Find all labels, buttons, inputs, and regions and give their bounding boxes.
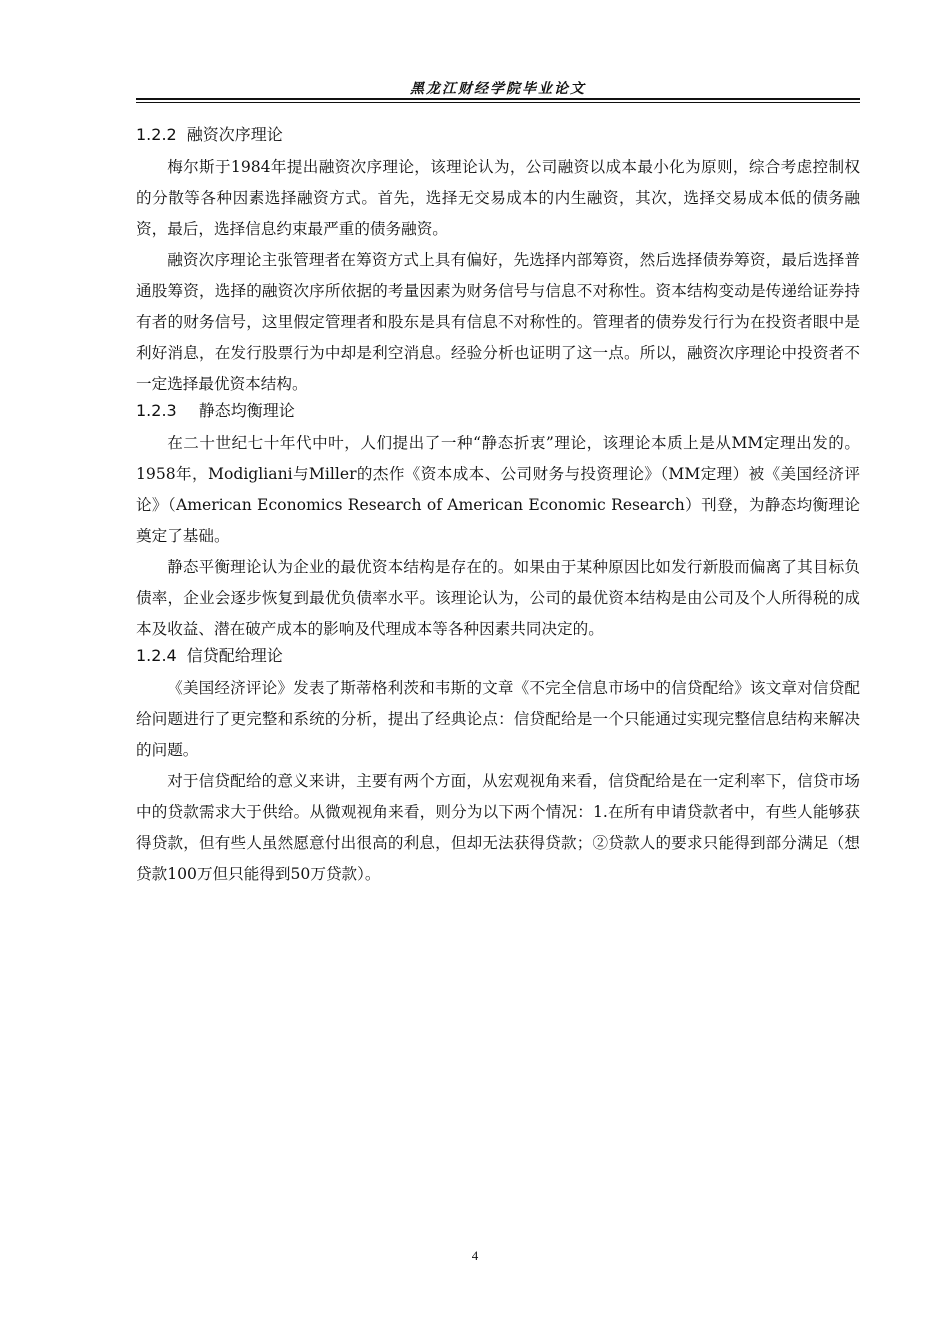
section-title: 信贷配给理论 xyxy=(186,646,283,665)
page-header xyxy=(136,74,860,104)
paragraph: 静态平衡理论认为企业的最优资本结构是存在的。如果由于某种原因比如发行新股而偏离了其目标负债率，企业会逐步恢复到最优负债率水平。该理论认为，公司的最优资本结构是由公司及个人所得税的成本及收益、潜在破产成本的影响及代理成本等各种因素共同决定的。 xyxy=(136,558,860,638)
section-title: 融资次序理论 xyxy=(186,125,283,144)
document-body xyxy=(136,124,860,890)
section-number: 1.2.3 xyxy=(136,401,177,420)
paragraph: 《美国经济评论》发表了斯蒂格利茨和韦斯的文章《不完全信息市场中的信贷配给》该文章对信贷配给问题进行了更完整和系统的分析，提出了经典论点：信贷配给是一个只能通过实现完整信息结构来解决的问题。 xyxy=(136,679,860,759)
header-rule-thin xyxy=(136,102,860,103)
section-heading-1-2-2 xyxy=(136,124,860,146)
section-heading-1-2-3 xyxy=(136,400,860,422)
paragraph: 对于信贷配给的意义来讲，主要有两个方面，从宏观视角来看，信贷配给是在一定利率下，信贷市场中的贷款需求大于供给。从微观视角来看，则分为以下两个情况：1.在所有申请贷款者中，有些人能够获得贷款，但有些人虽然愿意付出很高的利息，但却无法获得贷款；②贷款人的要求只能得到部分满足（想贷款100万但只能得到50万贷款）。 xyxy=(136,772,860,883)
paragraph: 在二十世纪七十年代中叶，人们提出了一种“静态折衷”理论，该理论本质上是从MM定理出发的。1958年，Modigliani与Miller的杰作《资本成本、公司财务与投资理论》（MM定理）被《美国经济评论》（American Economics Research of American Economic Research）刊登，为静态均衡理论奠定了基础。 xyxy=(136,434,860,545)
header-title: 黑龙江财经学院毕业论文 xyxy=(410,81,586,97)
paragraph: 融资次序理论主张管理者在筹资方式上具有偏好，先选择内部筹资，然后选择债券筹资，最后选择普通股筹资，选择的融资次序所依据的考量因素为财务信号与信息不对称性。资本结构变动是传递给证券持有者的财务信号，这里假定管理者和股东是具有信息不对称性的。管理者的债券发行行为在投资者眼中是利好消息，在发行股票行为中却是利空消息。经验分析也证明了这一点。所以，融资次序理论中投资者不一定选择最优资本结构。 xyxy=(136,251,860,393)
header-rule-thick xyxy=(136,98,860,100)
paragraph: 梅尔斯于1984年提出融资次序理论，该理论认为，公司融资以成本最小化为原则，综合考虑控制权的分散等各种因素选择融资方式。首先，选择无交易成本的内生融资，其次，选择交易成本低的债务融资，最后，选择信息约束最严重的债务融资。 xyxy=(136,158,860,238)
section-title: 静态均衡理论 xyxy=(198,401,295,420)
page-number: 4 xyxy=(471,1248,479,1263)
section-heading-1-2-4 xyxy=(136,645,860,667)
section-number: 1.2.4 xyxy=(136,646,177,665)
section-number: 1.2.2 xyxy=(136,125,177,144)
